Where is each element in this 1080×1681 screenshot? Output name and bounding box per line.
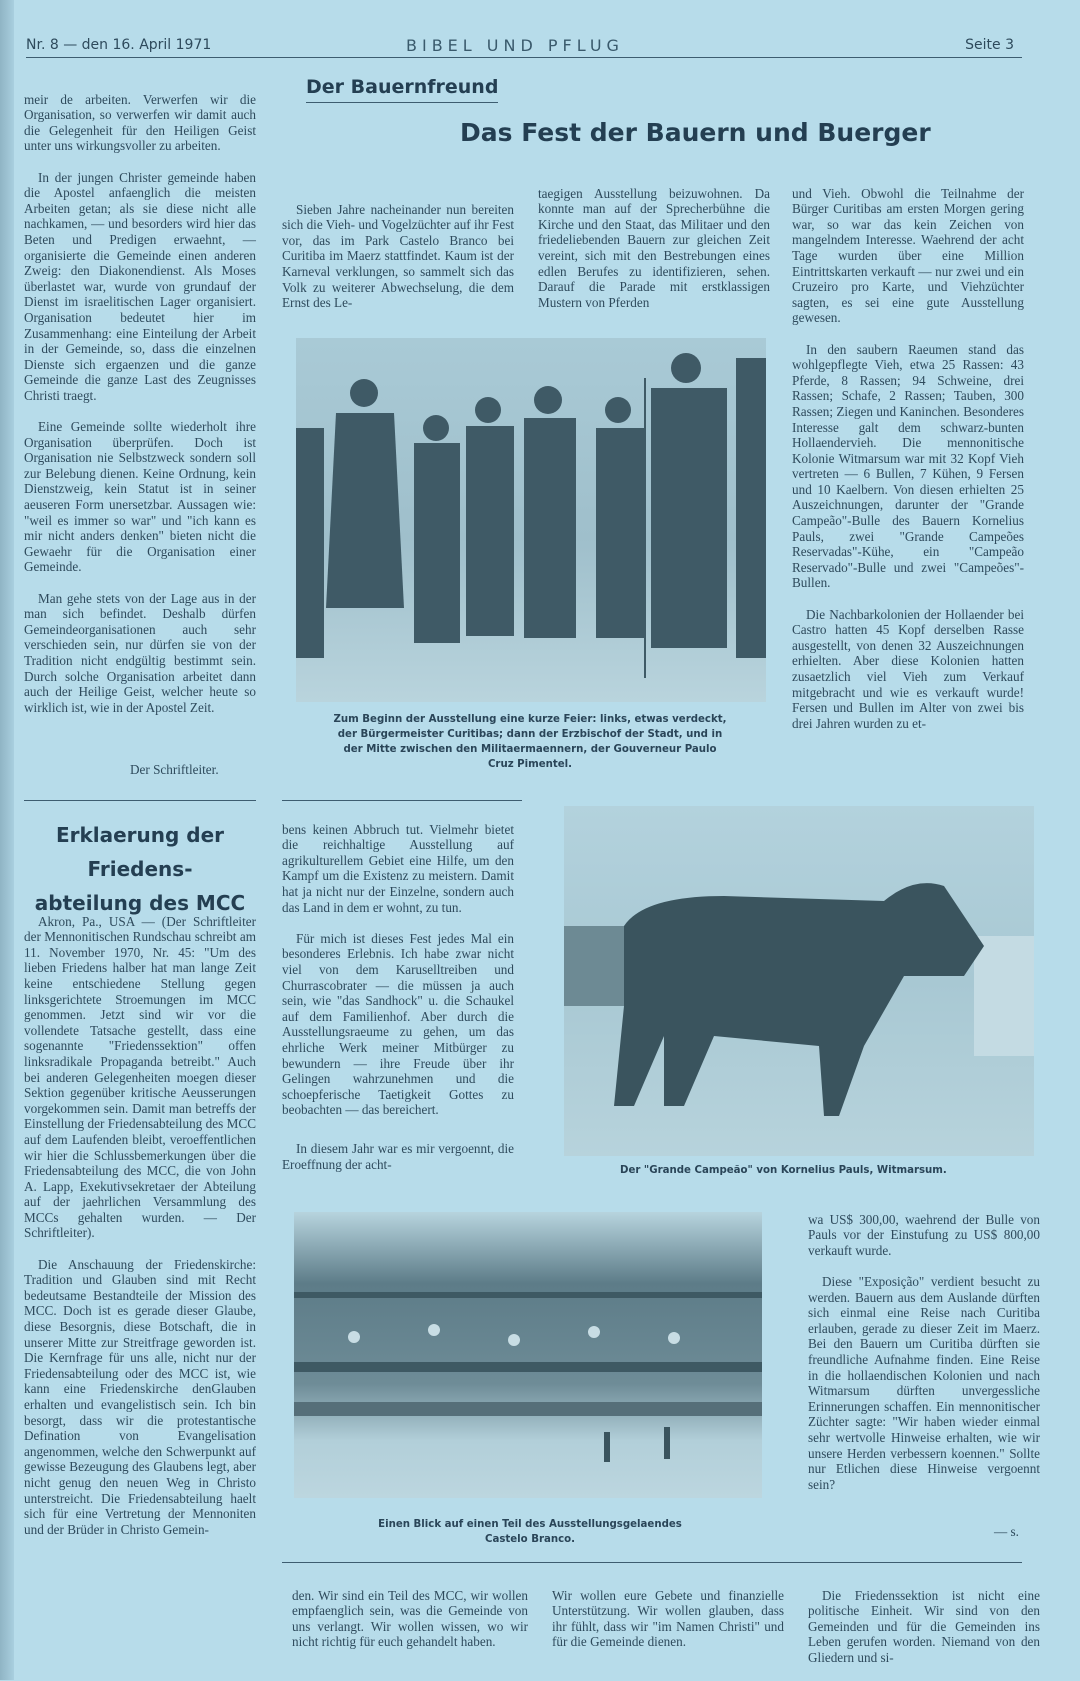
signature: Der Schriftleiter. — [130, 762, 219, 777]
left-column-top — [24, 76, 256, 731]
signoff: — s. — [994, 1524, 1019, 1539]
paragraph: Die Friedenssektion ist nicht eine politische Einheit. Wir sind von den Gemeinden und für die Gemeinden ins Leben gerufen worden. Niemand von den Gliedern und si- — [808, 1587, 1040, 1665]
paragraph: Die Anschauung der Friedenskirche: Tradition und Glauben sind mit Recht bedeutsame Bestandteile der Mission des MCC. Doch ist es gerade dieser Glaube, diese Besorgnis, diese Botschaft, die in unserer Mitte zur Streitfrage geworden ist. Die Kernfrage für uns alle, nicht nur der Friedensabteilung oder des MCC ist, wie kann eine Friedenskirche denGlauben erhalten und evangelistisch sein. Ich bin besorgt, dass wir die protestantische Defination von Evangelisation angenommen, welche den Schwerpunkt auf gewisse Bezeugung des Glaubens legt, aber nicht genug den neuen Weg in Christo unterstreicht. Die Friedensabteilung haelt sich für eine Vertretung der Mennoniten und der Brüder in Christo Gemein- — [24, 1256, 256, 1537]
page-number: Seite 3 — [965, 37, 1014, 53]
bull-silhouette — [564, 806, 1034, 1156]
page-header — [26, 35, 1022, 58]
paragraph: Eine Gemeinde sollte wiederholt ihre Organisation überprüfen. Doch ist Organisation nie Selbstzweck sondern soll zur Belebung dienen. Keine Ordnung, kein Dienstzweig, kein Statut ist in seiner aeuseren Form unersetzbar. Aussagen wie: "weil es immer so war" und "ich kann es mir nicht anders denken" bieten nicht die Gewaehr für die Organisation einer Gemeinde. — [24, 419, 256, 575]
paragraph: wa US$ 300,00, waehrend der Bulle von Pauls vor der Einstufung zu US$ 800,00 verkauft wurde. — [808, 1211, 1040, 1258]
grounds-scene — [294, 1212, 762, 1498]
paragraph: taegigen Ausstellung beizuwohnen. Da konnte man auf der Sprecherbühne die Kirche und den Staat, das Militaer und den friedeliebenden Bauern zur gleichen Zeit vereint, sich mit den Bestrebungen eines edlen Berufes zu identifizieren, sehen. Darauf die Parade mit erstklassigen Mustern von Pferden — [538, 185, 770, 310]
ceremony-photo — [296, 338, 766, 702]
mcc-headline-line2: abteilung des MCC — [34, 891, 246, 915]
paragraph: Sieben Jahre nacheinander nun bereiten sich die Vieh- und Vogelzüchter auf ihr Fest vor, das im Park Castelo Branco bei Curitiba im Maerz stattfindet. Kaum ist der Karneval verklungen, so sammelt sich das Volk zu weiterer Abwechselung, die dem Ernst des Le- — [282, 201, 514, 311]
issue-date: Nr. 8 — den 16. April 1971 — [26, 37, 212, 53]
paragraph: den. Wir sind ein Teil des MCC, wir wollen empfaenglich sein, was die Gemeinde von uns verlangt. Wir wollen wissen, wo wir nicht richtig für euch gehandelt haben. — [292, 1587, 528, 1650]
paragraph: Die Nachbarkolonien der Hollaender bei Castro hatten 45 Kopf derselben Rasse ausgestellt, von denen 32 Auszeichnungen erhielten. Aber diese Kolonien hatten zusaetzlich viel Vieh zum Verkauf mitgebracht und wie es verkauft wurde! Fersen und Bullen im Alter von zwei bis drei Jahren wurden zu et- — [792, 606, 1024, 731]
mcc-headline-line1: Erklaerung der Friedens- — [55, 823, 225, 881]
paragraph: Akron, Pa., USA — (Der Schriftleiter der Mennonitischen Rundschau schreibt am 11. November 1970, Nr. 45: "Um des lieben Friedens halber hat man lange Zeit keine entschiedene Stellung gegen linksgerichtete Stroemungen im MCC genommen. Jetzt sind wir vor die vollendete Tatsache gestellt, dass eine sogenannte "Friedenssektion" offen linksradikale Propaganda betreibt." Auch bei anderen Gelegenheiten moegen dieser Sektion gegenüber kritische Aeusserungen vorgekommen sein. Damit man betreffs der Einstellung der Friedensabteilung des MCC auf dem Laufenden bleibt, veroeffentlichen wir hier die Schlussbemerkungen über die Friedensabteilung des MCC, die von John A. Lapp, Exekutivsekretaer der Abteilung auf der jaehrlichen Versammlung des MCCs gehalten wurden. — Der Schriftleiter). — [24, 913, 256, 1241]
paragraph: bens keinen Abbruch tut. Vielmehr bietet die reichhaltige Ausstellung auf agrikulturellem Gebiet eine Hilfe, um den Kampf um die Existenz zu meistern. Damit hat ja nicht nur der Einzelne, sondern auch das Land in dem er wohnt, zu tun. — [282, 821, 514, 915]
page-edge — [0, 0, 14, 1680]
paragraph: Für mich ist dieses Fest jedes Mal ein besonderes Erlebnis. Ich habe zwar nicht viel von dem Karuselltreiben und Churrascobrater — die müssen ja auch sein, wie "das Sandhock" u. die Schaukel auf dem Familienhof. Aber durch die Ausstellungsraeume zu gehen, um das ehrliche Werk meiner Mitbürger zu bewundern — ihre Freude über ihr Gelingen wahrzunehmen und die schoepferische Taetigkeit Gottes zu beobachten — das bereichert. — [282, 930, 514, 1118]
fest-mid-col — [282, 806, 514, 1188]
divider — [282, 1562, 1022, 1563]
paragraph: und Vieh. Obwohl die Teilnahme der Bürger Curitibas am ersten Morgen gering war, so war das kein Zeichen von mangelndem Interesse. Waehrend der acht Tage wurden über eine Million Eintrittskarten verkauft — nur zwei und ein Cruzeiro pro Karte, und Viehzüchter sagten, es sei eine gute Ausstellung gewesen. — [792, 185, 1024, 326]
mcc-continued-3 — [808, 1572, 1040, 1681]
newspaper-title: BIBEL UND PFLUG — [406, 36, 624, 55]
paragraph: Diese "Exposição" verdient besucht zu werden. Bauern aus dem Auslande dürften sich einmal eine Reise nach Curitiba erlauben, gerade zu dieser Zeit im Maerz. Bei den Bauern um Curitiba dürften sie freundliche Aufnahme finden. Eine Reise in die hollaendischen Kolonien und nach Witmarsum dürften unvergessliche Erinnerungen schaffen. Ein mennonitischer Züchter sagte: "Wir haben wieder einmal sehr wertvolle Hinweise erhalten, wie wir unsere Herden verbessern koennen." Sollte nur Etlichen diese Hinweise vergoennt sein? — [808, 1273, 1040, 1492]
fest-col-1 — [282, 186, 514, 326]
paragraph: In der jungen Christer gemeinde haben die Apostel anfaenglich die meisten Arbeiten getan; als sie diese nicht alle nachkamen, — und besorders wird hier das Beten und Predigen erwaehnt, — organisierte die Gemeinde einen anderen Zweig: den Diakonendienst. Als Moses überlastet war, wurde von grundauf der Dienst im israelitischen Lager organisiert. Organisation bedeutet hier im Zusammenhang: eine Einteilung der Arbeit in der Gemeinde, so, dass die einzelnen Dienste sich ergaenzen und die ganze Gemeinde die ganze Last des Zeugnisses Christi traegt. — [24, 169, 256, 403]
divider — [24, 800, 256, 801]
divider — [282, 800, 522, 801]
bull-caption: Der "Grande Campeão" von Kornelius Pauls, Witmarsum. — [620, 1165, 947, 1176]
ceremony-caption: Zum Beginn der Ausstellung eine kurze Feier: links, etwas verdeckt, der Bürgermeister Curitibas; dann der Erzbischof der Stadt, und in der Mitte zwischen den Militaermaennern, der Gouverneur Paulo Cruz Pimentel. — [333, 714, 727, 770]
mcc-continued-2 — [552, 1572, 784, 1666]
mcc-column — [24, 898, 256, 1668]
paragraph: In diesem Jahr war es mir vergoennt, die Eroeffnung der acht- — [282, 1141, 514, 1173]
article-headline: Das Fest der Bauern und Buerger — [460, 118, 931, 147]
grounds-photo — [294, 1212, 762, 1498]
ceremony-figures — [296, 338, 766, 702]
fest-right-bottom — [808, 1196, 1040, 1508]
paragraph: In den saubern Raeumen stand das wohlgepflegte Vieh, etwa 25 Rassen: 43 Pferde, 8 Rassen; 94 Schweine, drei Rassen; Schafe, 2 Rassen; Tauben, 300 Rassen; Ziegen und Kaninchen. Besonderes Interesse galt dem schwarz-bunten Hollaendervieh. Die mennonitische Kolonie Witmarsum war mit 32 Kopf Vieh vertreten — 6 Bullen, 7 Kühen, 9 Fersen und 10 Kaelbern. Von diesen erhielten 25 Auszeichnungen, darunter der "Grande Campeão"-Bulle des Bauern Kornelius Pauls, zwei "Grande Campeões Reservadas"-Kühe, ein "Campeão Reservado"-Bulle und zwei "Campeões"-Bullen. — [792, 341, 1024, 591]
paragraph: Wir wollen eure Gebete und finanzielle Unterstützung. Wir wollen glauben, dass ihr fühlt, dass wir "im Namen Christi" und für die Gemeinde dienen. — [552, 1587, 784, 1650]
bull-photo — [564, 806, 1034, 1156]
mcc-continued-1 — [292, 1572, 528, 1666]
fest-col-3 — [792, 170, 1024, 747]
grounds-caption: Einen Blick auf einen Teil des Ausstellungsgelaendes Castelo Branco. — [378, 1519, 682, 1545]
kicker: Der Bauernfreund — [306, 76, 498, 103]
fest-col-2 — [538, 170, 770, 326]
paragraph: Man gehe stets von der Lage aus in der man sich befindet. Deshalb dürfen Gemeindeorganisationen auch sehr verschieden sein, nur dürfen sie von der Tradition nicht endgültig bestimmt sein. Durch solche Organisation arbeitet dann auch der Heilige Geist, welcher heute so wirklich ist, wie in der Apostel Zeit. — [24, 590, 256, 715]
paragraph: meir de arbeiten. Verwerfen wir die Organisation, so verwerfen wir damit auch die Gelegenheit für den Heiligen Geist unter uns wirkungsvoller zu arbeiten. — [24, 91, 256, 154]
